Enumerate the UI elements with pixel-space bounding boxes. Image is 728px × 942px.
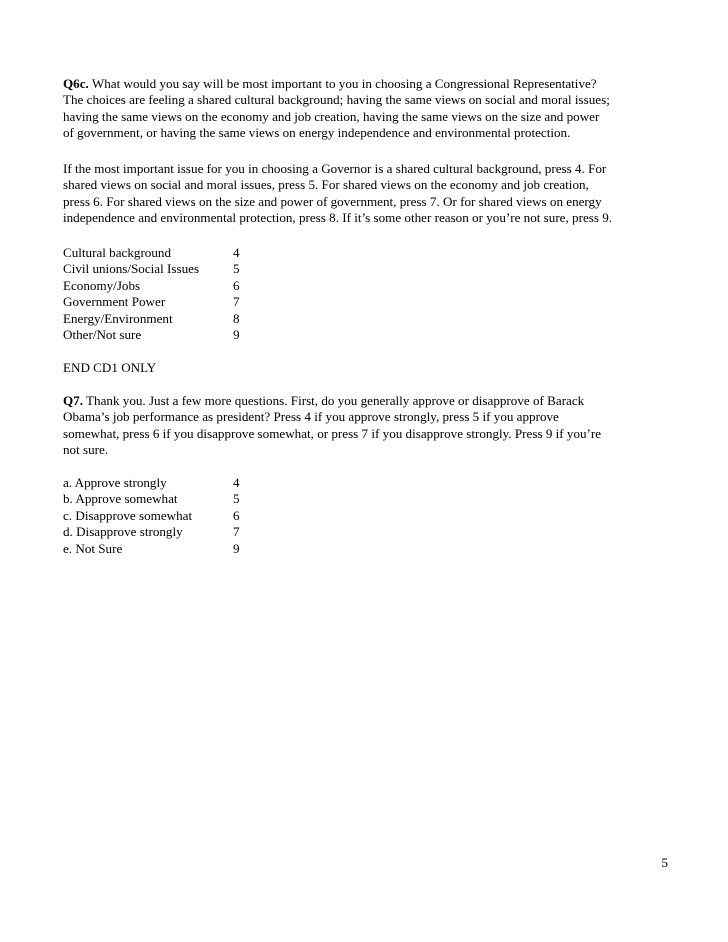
option-label: Economy/Jobs	[63, 277, 141, 293]
page-number: 5	[661, 855, 668, 870]
option-label: Government Power	[63, 294, 166, 310]
option-code: 5	[233, 491, 240, 507]
option-code: 6	[233, 277, 240, 293]
q6c-instruction-line-3: press 6. For shared views on the size and power of government, press 7. Or for shared views on energy	[63, 193, 602, 209]
list-item	[63, 475, 673, 491]
option-label: b. Approve somewhat	[63, 491, 178, 507]
end-note-text: END CD1 ONLY	[63, 360, 157, 375]
option-code: 7	[233, 524, 240, 540]
q6c-question	[63, 76, 673, 142]
q7-question-line-2: Obama’s job performance as president? Press 4 if you approve strongly, press 5 if you approve	[63, 409, 559, 425]
q6c-question-line-1: Q6c. What would you say will be most important to you in choosing a Congressional Representative?	[63, 76, 597, 91]
option-code: 4	[233, 245, 240, 260]
q7-label: Q7.	[63, 393, 84, 408]
option-code: 4	[233, 475, 240, 490]
q6c-label: Q6c.	[63, 76, 89, 91]
q6c-instructions	[63, 161, 673, 227]
q7-question-line-1: Q7. Thank you. Just a few more questions. First, do you generally approve or disapprove of Barack	[63, 393, 585, 408]
list-item	[63, 294, 673, 310]
q6c-instruction-line-1: If the most important issue for you in choosing a Governor is a shared cultural background, press 4. For	[63, 161, 607, 176]
list-item	[63, 508, 673, 524]
q6c-options-list	[63, 245, 673, 343]
list-item	[63, 311, 673, 327]
q6c-question-line-4: of government, or having the same views on energy independence and environmental protection.	[63, 125, 571, 141]
option-label: d. Disapprove strongly	[63, 524, 183, 540]
option-code: 7	[233, 294, 240, 310]
q7-question-line-4: not sure.	[63, 442, 109, 458]
list-item	[63, 261, 673, 277]
end-note	[63, 360, 673, 376]
option-label: c. Disapprove somewhat	[63, 507, 193, 523]
option-code: 8	[233, 310, 240, 326]
q7-options-list	[63, 475, 673, 557]
q7-question-line-3: somewhat, press 6 if you disapprove somewhat, or press 7 if you disapprove strongly. Press 9 if you’re	[63, 425, 602, 441]
q7-question	[63, 393, 673, 459]
option-code: 5	[233, 261, 240, 277]
option-code: 9	[233, 326, 240, 342]
option-label: a. Approve strongly	[63, 475, 167, 490]
option-label: Cultural background	[63, 245, 171, 260]
q6c-instruction-line-2: shared views on social and moral issues, press 5. For shared views on the economy and job creation,	[63, 177, 589, 193]
list-item	[63, 491, 673, 507]
list-item	[63, 524, 673, 540]
option-label: Other/Not sure	[63, 326, 142, 342]
q6c-instruction-line-4: independence and environmental protection, press 8. If it’s some other reason or you’re not sure, press 9.	[63, 210, 613, 226]
q6c-question-line-3: having the same views on the economy and job creation, having the same views on the size and power	[63, 108, 600, 124]
list-item	[63, 327, 673, 343]
option-label: Energy/Environment	[63, 310, 173, 326]
option-label: e. Not Sure	[63, 540, 123, 556]
q6c-question-line-2: The choices are feeling a shared cultural background; having the same views on social and moral issues;	[63, 92, 610, 108]
list-item	[63, 541, 673, 557]
option-code: 6	[233, 507, 240, 523]
option-code: 9	[233, 540, 240, 556]
list-item	[63, 245, 673, 261]
option-label: Civil unions/Social Issues	[63, 261, 200, 277]
list-item	[63, 278, 673, 294]
